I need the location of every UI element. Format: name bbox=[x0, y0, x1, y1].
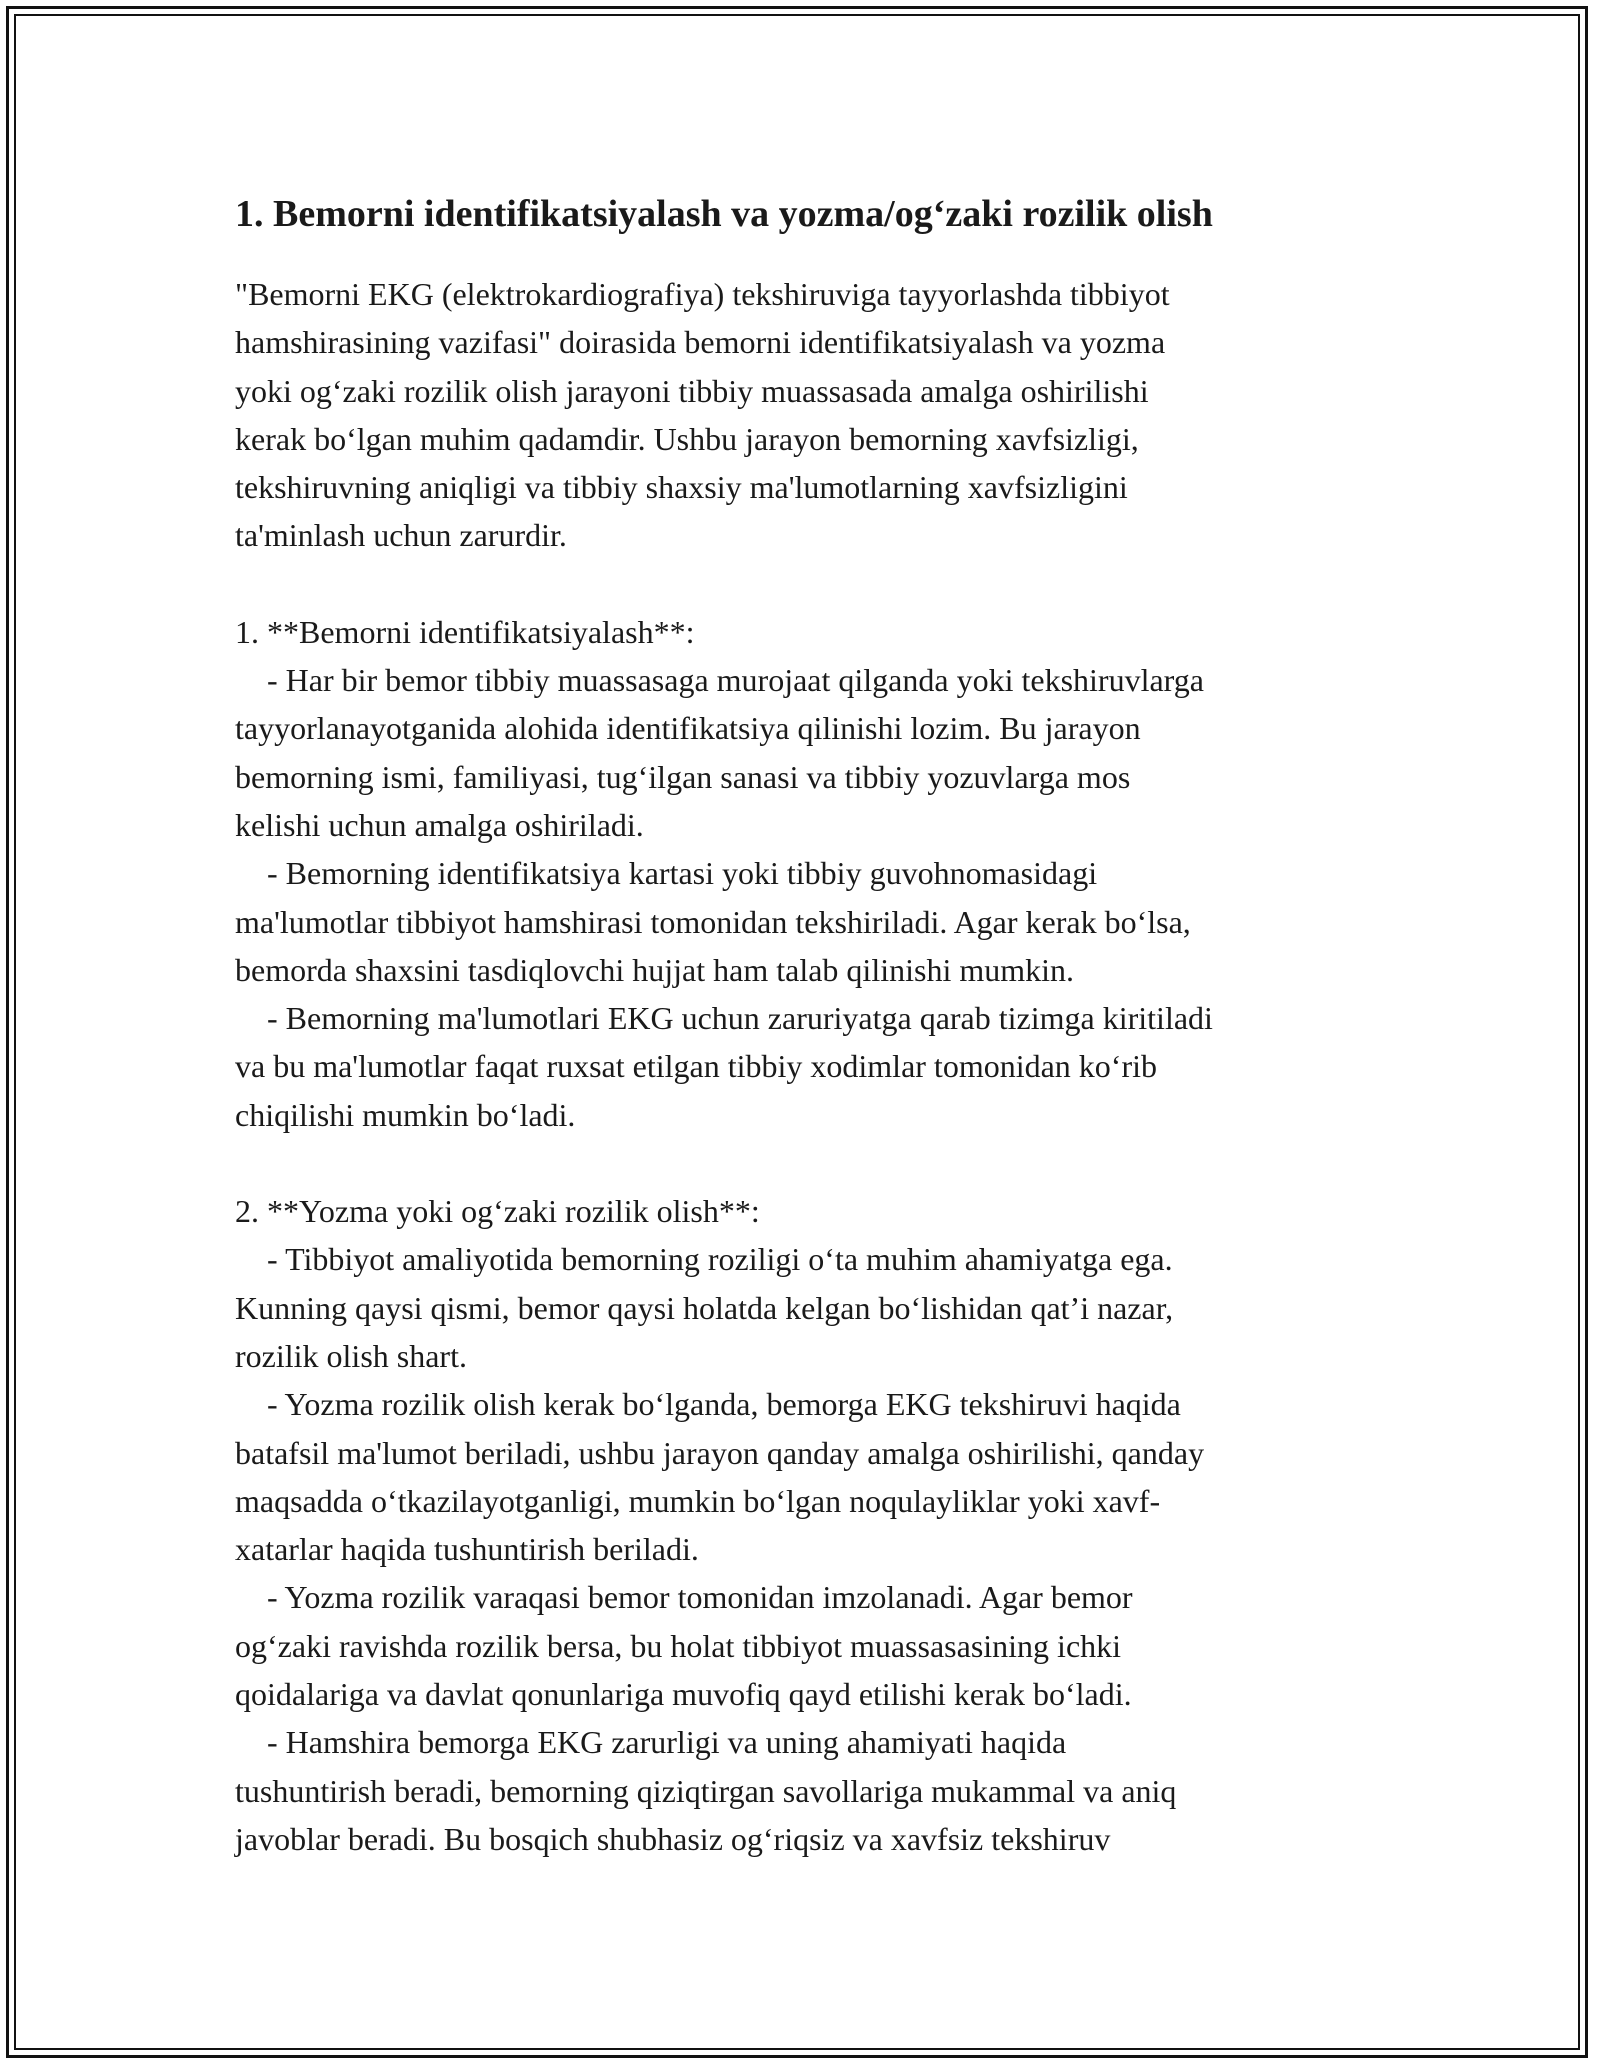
text-line: va bu ma'lumotlar faqat ruxsat etilgan tibbiy xodimlar tomonidan ko‘rib bbox=[235, 1048, 1157, 1085]
text-line: xatarlar haqida tushuntirish beriladi. bbox=[235, 1531, 699, 1568]
text-line: yoki og‘zaki rozilik olish jarayoni tibbiy muassasada amalga oshirilishi bbox=[235, 372, 1149, 409]
document-body bbox=[235, 188, 1365, 1863]
text-line: tekshiruvning aniqligi va tibbiy shaxsiy ma'lumotlarning xavfsizligini bbox=[235, 469, 1128, 506]
text-line: tushuntirish beradi, bemorning qiziqtirgan savollariga mukammal va aniq bbox=[235, 1772, 1177, 1809]
paragraph-gap bbox=[235, 1139, 1365, 1187]
text-line: rozilik olish shart. bbox=[235, 1337, 467, 1374]
text-line: - Bemorning ma'lumotlari EKG uchun zaruriyatga qarab tizimga kiritiladi bbox=[235, 1000, 1213, 1037]
text-line: batafsil ma'lumot beriladi, ushbu jarayon qanday amalga oshirilishi, qanday bbox=[235, 1434, 1205, 1471]
text-line: bemorning ismi, familiyasi, tug‘ilgan sanasi va tibbiy yozuvlarga mos bbox=[235, 758, 1131, 795]
section-heading: 1. Bemorni identifikatsiyalash va yozma/og‘zaki rozilik olish bbox=[235, 193, 1213, 235]
text-line: - Yozma rozilik olish kerak bo‘lganda, bemorga EKG tekshiruvi haqida bbox=[235, 1386, 1181, 1423]
text-line: - Har bir bemor tibbiy muassasaga murojaat qilganda yoki tekshiruvlarga bbox=[235, 662, 1204, 699]
text-line: chiqilishi mumkin bo‘ladi. bbox=[235, 1096, 576, 1133]
paragraph-gap bbox=[235, 560, 1365, 608]
section-2-consent bbox=[235, 1187, 1365, 1863]
section-1-identification bbox=[235, 608, 1365, 1139]
text-line: - Yozma rozilik varaqasi bemor tomonidan imzolanadi. Agar bemor bbox=[235, 1579, 1133, 1616]
text-line: Kunning qaysi qismi, bemor qaysi holatda kelgan bo‘lishidan qat’i nazar, bbox=[235, 1289, 1174, 1326]
text-line: - Hamshira bemorga EKG zarurligi va uning ahamiyati haqida bbox=[235, 1724, 1067, 1761]
text-line: qoidalariga va davlat qonunlariga muvofiq qayd etilishi kerak bo‘ladi. bbox=[235, 1676, 1132, 1713]
list-heading: 1. **Bemorni identifikatsiyalash**: bbox=[235, 613, 695, 650]
text-line: hamshirasining vazifasi" doirasida bemorni identifikatsiyalash va yozma bbox=[235, 324, 1166, 361]
text-line: "Bemorni EKG (elektrokardiografiya) tekshiruviga tayyorlashda tibbiyot bbox=[235, 276, 1170, 312]
text-line: ma'lumotlar tibbiyot hamshirasi tomonidan tekshiriladi. Agar kerak bo‘lsa, bbox=[235, 903, 1191, 940]
text-line: tayyorlanayotganida alohida identifikatsiya qilinishi lozim. Bu jarayon bbox=[235, 710, 1141, 747]
text-line: javoblar beradi. Bu bosqich shubhasiz og‘riqsiz va xavfsiz tekshiruv bbox=[235, 1820, 1111, 1857]
text-line: kerak bo‘lgan muhim qadamdir. Ushbu jarayon bemorning xavfsizligi, bbox=[235, 420, 1139, 457]
list-heading: 2. **Yozma yoki og‘zaki rozilik olish**: bbox=[235, 1193, 760, 1230]
text-line: kelishi uchun amalga oshiriladi. bbox=[235, 806, 644, 843]
text-line: ta'minlash uchun zarurdir. bbox=[235, 517, 567, 554]
text-line: bemorda shaxsini tasdiqlovchi hujjat ham talab qilinishi mumkin. bbox=[235, 951, 1074, 988]
text-line: maqsadda o‘tkazilayotganligi, mumkin bo‘lgan noqulayliklar yoki xavf- bbox=[235, 1482, 1161, 1519]
intro-paragraph bbox=[235, 270, 1365, 560]
text-line: - Bemorning identifikatsiya kartasi yoki tibbiy guvohnomasidagi bbox=[235, 855, 1098, 892]
text-line: - Tibbiyot amaliyotida bemorning roziligi o‘ta muhim ahamiyatga ega. bbox=[235, 1241, 1173, 1278]
text-line: og‘zaki ravishda rozilik bersa, bu holat tibbiyot muassasasining ichki bbox=[235, 1627, 1122, 1664]
